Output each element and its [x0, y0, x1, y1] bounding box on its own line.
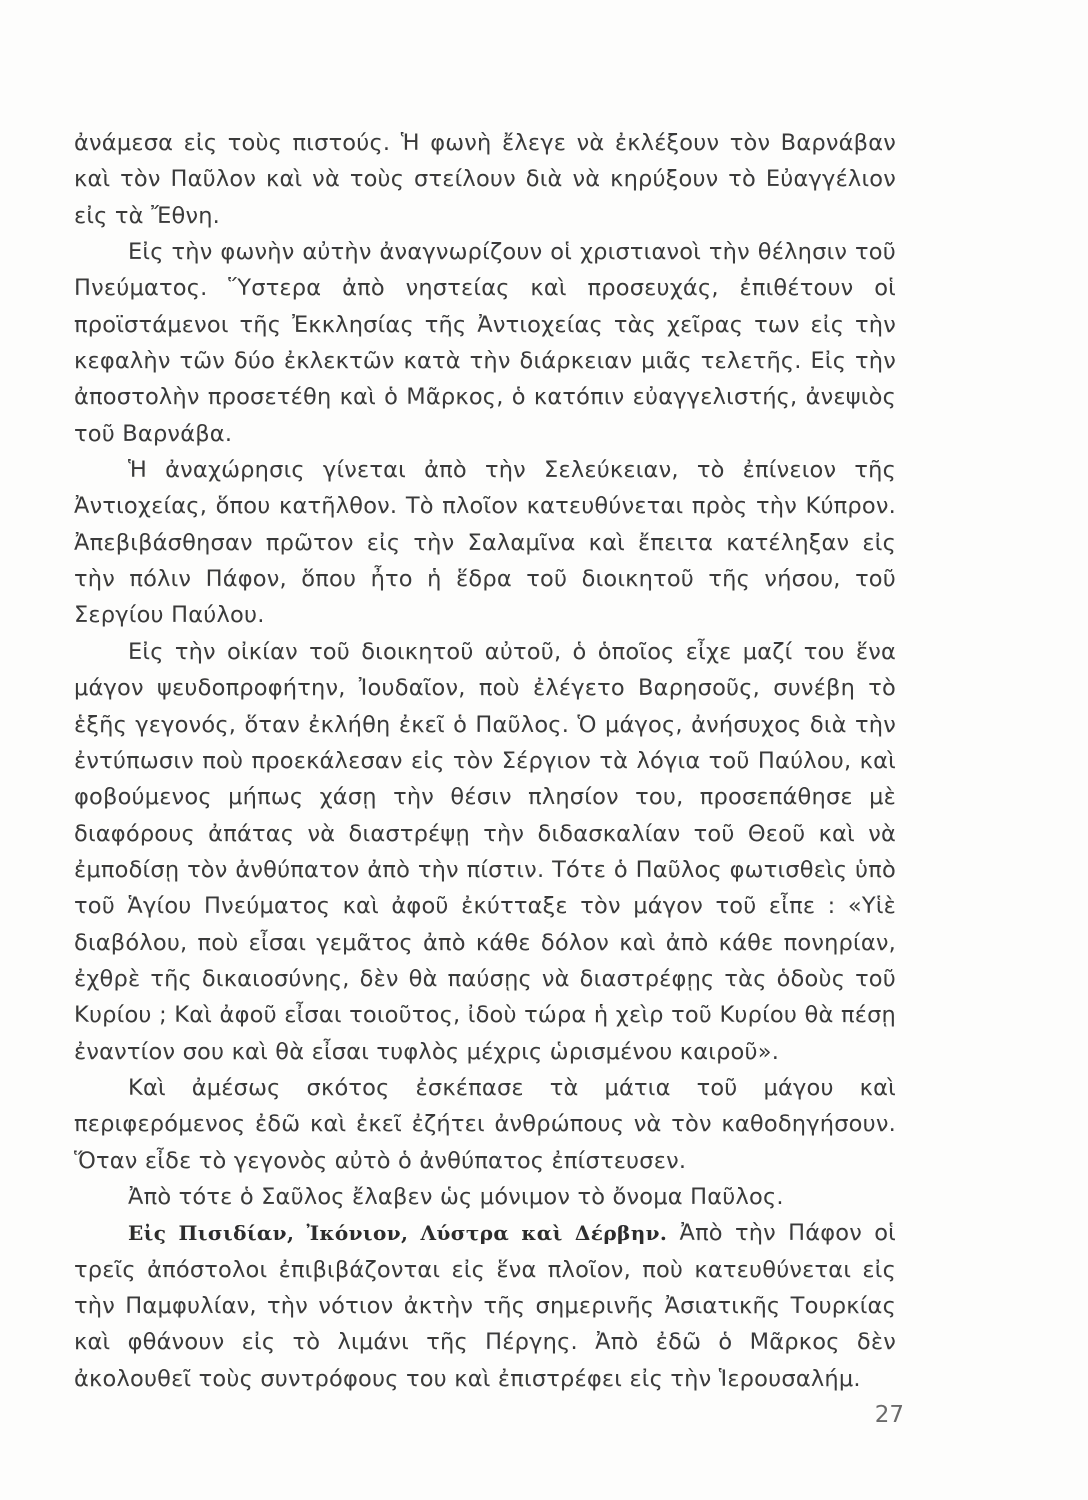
page-number: 27: [874, 1402, 904, 1428]
paragraph: Καὶ ἀμέσως σκότος ἐσκέπασε τὰ μάτια τοῦ μάγου καὶ περιφερόμενος ἐδῶ καὶ ἐκεῖ ἐζήτει ἀνθρώπους νὰ τὸν καθοδηγήσουν. Ὅταν εἶδε τὸ γεγονὸς αὐτὸ ὁ ἀνθύπατος ἐπίστευσεν.: [74, 1074, 896, 1174]
section-heading: Εἰς Πισιδίαν, Ἰκόνιον, Λύστρα καὶ Δέρβην.: [128, 1221, 668, 1246]
section-paragraph: [74, 1215, 896, 1397]
paragraph: ἀνάμεσα εἰς τοὺς πιστούς. Ἡ φωνὴ ἔλεγε νὰ ἐκλέξουν τὸν Βαρνάβαν καὶ τὸν Παῦλον καὶ νὰ τοὺς στείλουν διὰ νὰ κηρύξουν τὸ Εὐαγγέλιον εἰς τὰ Ἔθνη.: [74, 130, 896, 229]
paragraph: Εἰς τὴν φωνὴν αὐτὴν ἀναγνωρίζουν οἱ χριστιανοὶ τὴν θέλησιν τοῦ Πνεύματος. Ὕστερα ἀπὸ νηστείας καὶ προσευχάς, ἐπιθέτουν οἱ προϊστάμενοι τῆς Ἐκκλησίας τῆς Ἀντιοχείας τὰς χεῖρας των εἰς τὴν κεφαλὴν τῶν δύο ἐκλεκτῶν κατὰ τὴν διάρκειαν μιᾶς τελετῆς. Εἰς τὴν ἀποστολὴν προσετέθη καὶ ὁ Μᾶρκος, ὁ κατόπιν εὐαγγελιστής, ἀνεψιὸς τοῦ Βαρνάβα.: [74, 239, 896, 447]
paragraph: Ἡ ἀναχώρησις γίνεται ἀπὸ τὴν Σελεύκειαν, τὸ ἐπίνειον τῆς Ἀντιοχείας, ὅπου κατῆλθον. Τὸ πλοῖον κατευθύνεται πρὸς τὴν Κύπρον. Ἀπεβιβάσθησαν πρῶτον εἰς τὴν Σαλαμῖνα καὶ ἔπειτα κατέληξαν εἰς τὴν πόλιν Πάφον, ὅπου ἦτο ἡ ἕδρα τοῦ διοικητοῦ τῆς νήσου, τοῦ Σεργίου Παύλου.: [74, 457, 896, 629]
paragraph: Ἀπὸ τότε ὁ Σαῦλος ἔλαβεν ὡς μόνιμον τὸ ὄνομα Παῦλος.: [128, 1183, 784, 1210]
paragraph: Εἰς τὴν οἰκίαν τοῦ διοικητοῦ αὐτοῦ, ὁ ὁποῖος εἶχε μαζί του ἕνα μάγον ψευδοπροφήτην, Ἰουδαῖον, ποὺ ἐλέγετο Βαρησοῦς, συνέβη τὸ ἑξῆς γεγονός, ὅταν ἐκλήθη ἐκεῖ ὁ Παῦλος. Ὁ μάγος, ἀνήσυχος διὰ τὴν ἐντύπωσιν ποὺ προεκάλεσαν εἰς τὸν Σέργιον τὰ λόγια τοῦ Παύλου, καὶ φοβούμενος μήπως χάσῃ τὴν θέσιν πλησίον του, προσεπάθησε μὲ διαφόρους ἀπάτας νὰ διαστρέψῃ τὴν διδασκαλίαν τοῦ Θεοῦ καὶ νὰ ἐμποδίσῃ τὸν ἀνθύπατον ἀπὸ τὴν πίστιν. Τότε ὁ Παῦλος φωτισθεὶς ὑπὸ τοῦ Ἁγίου Πνεύματος καὶ ἀφοῦ ἐκύτταξε τὸν μάγον τοῦ εἶπε : «Υἱὲ διαβόλου, ποὺ εἶσαι γεμᾶτος ἀπὸ κάθε δόλον καὶ ἀπὸ κάθε πονηρίαν, ἐχθρὲ τῆς δικαιοσύνης, δὲν θὰ παύσῃς νὰ διαστρέφῃς τὰς ὁδοὺς τοῦ Κυρίου ; Καὶ ἀφοῦ εἶσαι τοιοῦτος, ἰδοὺ τώρα ἡ χεὶρ τοῦ Κυρίου θὰ πέσῃ ἐναντίον σου καὶ θὰ εἶσαι τυφλὸς μέχρις ὡρισμένου καιροῦ».: [74, 638, 896, 1065]
section-text: Ἀπὸ τὴν Πάφον οἱ τρεῖς ἀπόστολοι ἐπιβιβάζονται εἰς ἕνα πλοῖον, ποὺ κατευθύνεται εἰς τὴν Παμφυλίαν, τὴν νότιον ἀκτὴν τῆς σημερινῆς Ἀσιατικῆς Τουρκίας καὶ φθάνουν εἰς τὸ λιμάνι τῆς Πέργης. Ἀπὸ ἐδῶ ὁ Μᾶρκος δὲν ἀκολουθεῖ τοὺς συντρόφους του καὶ ἐπιστρέφει εἰς τὴν Ἱερουσαλήμ.: [74, 1220, 896, 1392]
body-text: [74, 125, 896, 1397]
